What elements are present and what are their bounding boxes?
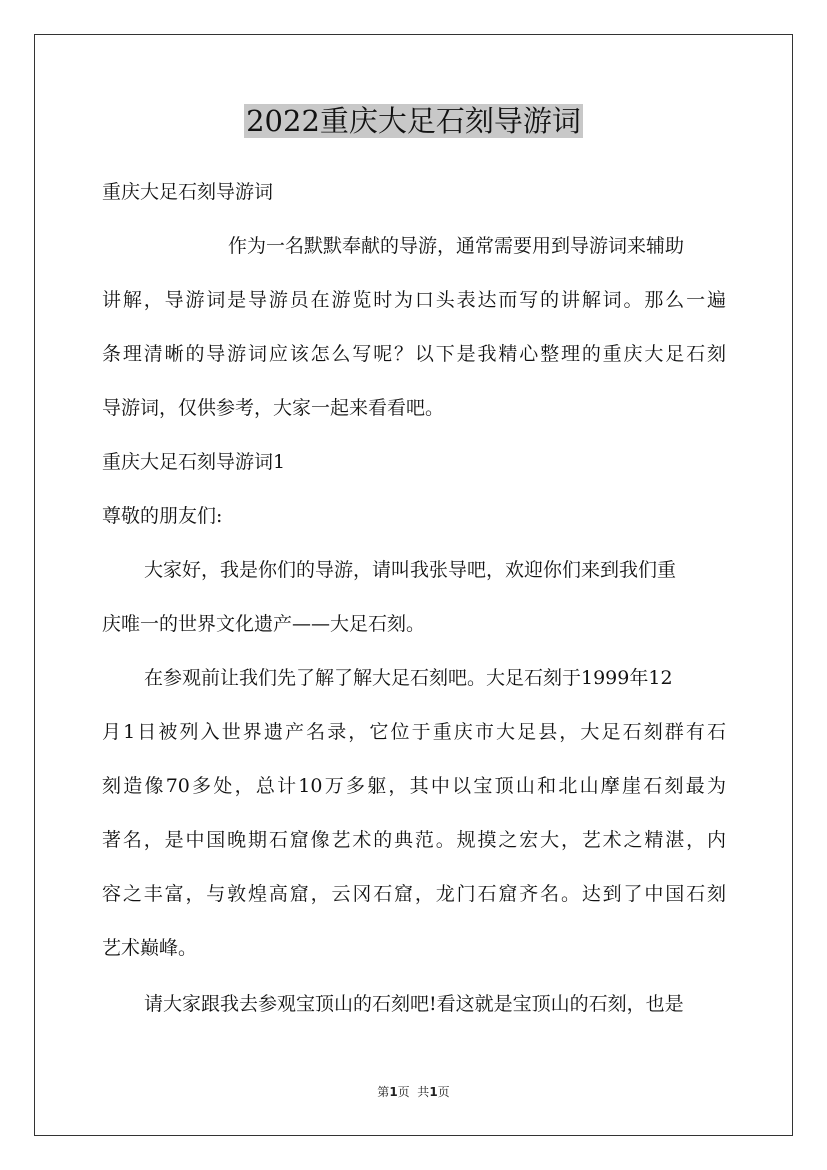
- paragraph-line: 月1日被列入世界遗产名录，它位于重庆市大足县，大足石刻群有石: [102, 721, 726, 743]
- paragraph-line: 刻造像70多处，总计10万多躯，其中以宝顶山和北山摩崖石刻最为: [102, 775, 726, 797]
- page-label: 第: [377, 1085, 390, 1099]
- paragraph-line: 讲解，导游词是导游员在游览时为口头表达而写的讲解词。那么一遍: [102, 289, 726, 311]
- paragraph-line: 导游词，仅供参考，大家一起来看看吧。: [102, 397, 445, 419]
- subtitle-line: 重庆大足石刻导游词: [102, 181, 274, 203]
- page-label: 页: [437, 1085, 450, 1099]
- page-footer: [0, 1083, 827, 1100]
- paragraph-line: 容之丰富，与敦煌高窟，云冈石窟，龙门石窟齐名。达到了中国石刻: [102, 883, 726, 905]
- document-title-text: 2022重庆大足石刻导游词: [246, 104, 581, 138]
- paragraph-line: 艺术巅峰。: [102, 937, 198, 959]
- paragraph-line: 著名，是中国晚期石窟像艺术的典范。规摸之宏大，艺术之精湛，内: [102, 829, 726, 851]
- paragraph-line: 大家好，我是你们的导游，请叫我张导吧，欢迎你们来到我们重: [144, 559, 677, 581]
- paragraph-line: 在参观前让我们先了解了解大足石刻吧。大足石刻于1999年12: [144, 667, 673, 689]
- paragraph-line: 请大家跟我去参观宝顶山的石刻吧!看这就是宝顶山的石刻，也是: [144, 993, 684, 1015]
- section-heading: 重庆大足石刻导游词1: [102, 451, 286, 473]
- page-total: 1: [429, 1085, 438, 1099]
- paragraph-line: 庆唯一的世界文化遗产——大足石刻。: [102, 613, 426, 635]
- paragraph-line: 作为一名默默奉献的导游，通常需要用到导游词来辅助: [228, 235, 685, 257]
- document-title: [0, 99, 827, 143]
- salutation-line: 尊敬的朋友们:: [102, 505, 223, 527]
- page-label: 页 共: [397, 1085, 430, 1099]
- page-current: 1: [389, 1085, 398, 1099]
- paragraph-line: 条理清晰的导游词应该怎么写呢？以下是我精心整理的重庆大足石刻: [102, 343, 726, 365]
